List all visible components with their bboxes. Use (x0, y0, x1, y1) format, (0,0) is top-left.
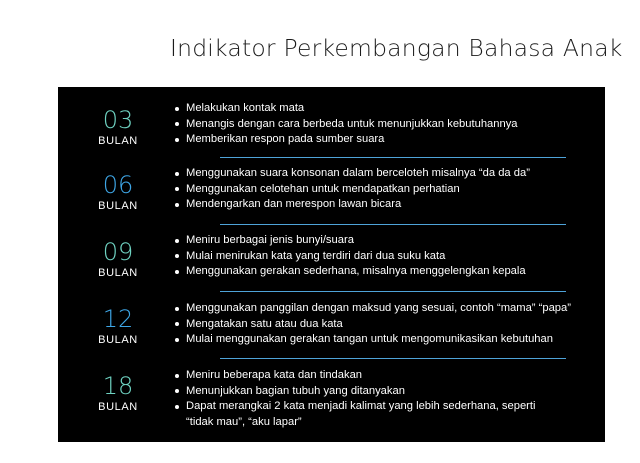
list-item: Menggunakan panggilan dengan maksud yang sesuai, contoh “mama” “papa” (174, 301, 594, 317)
section-divider (220, 224, 566, 225)
age-label-18 (88, 373, 164, 413)
age-unit: BULAN (98, 334, 138, 346)
age-unit: BULAN (98, 200, 138, 212)
list-item: Mulai menirukan kata yang terdiri dari dua suku kata (174, 249, 594, 265)
age-number: 12 (102, 305, 134, 333)
age-number: 06 (102, 171, 134, 199)
section-divider (220, 358, 566, 359)
list-item: Menggunakan suara konsonan dalam berceloteh misalnya “da da da” (174, 166, 594, 182)
list-item: Dapat merangkai 2 kata menjadi kalimat yang lebih sederhana, seperti “tidak mau”, “aku lapar” (174, 399, 546, 430)
age-number: 03 (102, 106, 134, 134)
age-number: 18 (102, 372, 134, 400)
age-unit: BULAN (98, 401, 138, 413)
page-title: Indikator Perkembangan Bahasa Anak (170, 36, 623, 62)
list-item: Meniru berbagai jenis bunyi/suara (174, 233, 594, 249)
list-item: Meniru beberapa kata dan tindakan (174, 368, 594, 384)
age-unit: BULAN (98, 135, 138, 147)
age-label-12 (88, 306, 164, 346)
age-label-06 (88, 172, 164, 212)
indicator-list-18 (174, 368, 594, 430)
indicator-list-09 (174, 233, 594, 280)
age-label-09 (88, 239, 164, 279)
age-number: 09 (102, 238, 134, 266)
indicator-panel (58, 87, 605, 442)
list-item: Menangis dengan cara berbeda untuk menunjukkan kebutuhannya (174, 117, 594, 133)
list-item: Menggunakan celotehan untuk mendapatkan perhatian (174, 182, 594, 198)
list-item: Menggunakan gerakan sederhana, misalnya menggelengkan kepala (174, 264, 594, 280)
indicator-list-03 (174, 101, 594, 148)
list-item: Mengatakan satu atau dua kata (174, 317, 594, 333)
section-divider (220, 157, 566, 158)
age-unit: BULAN (98, 267, 138, 279)
indicator-list-06 (174, 166, 594, 213)
section-divider (220, 291, 566, 292)
age-label-03 (88, 107, 164, 147)
list-item: Menunjukkan bagian tubuh yang ditanyakan (174, 384, 594, 400)
indicator-list-12 (174, 301, 594, 348)
list-item: Mulai menggunakan gerakan tangan untuk mengomunikasikan kebutuhan (174, 332, 594, 348)
list-item: Memberikan respon pada sumber suara (174, 132, 594, 148)
list-item: Melakukan kontak mata (174, 101, 594, 117)
list-item: Mendengarkan dan merespon lawan bicara (174, 197, 594, 213)
